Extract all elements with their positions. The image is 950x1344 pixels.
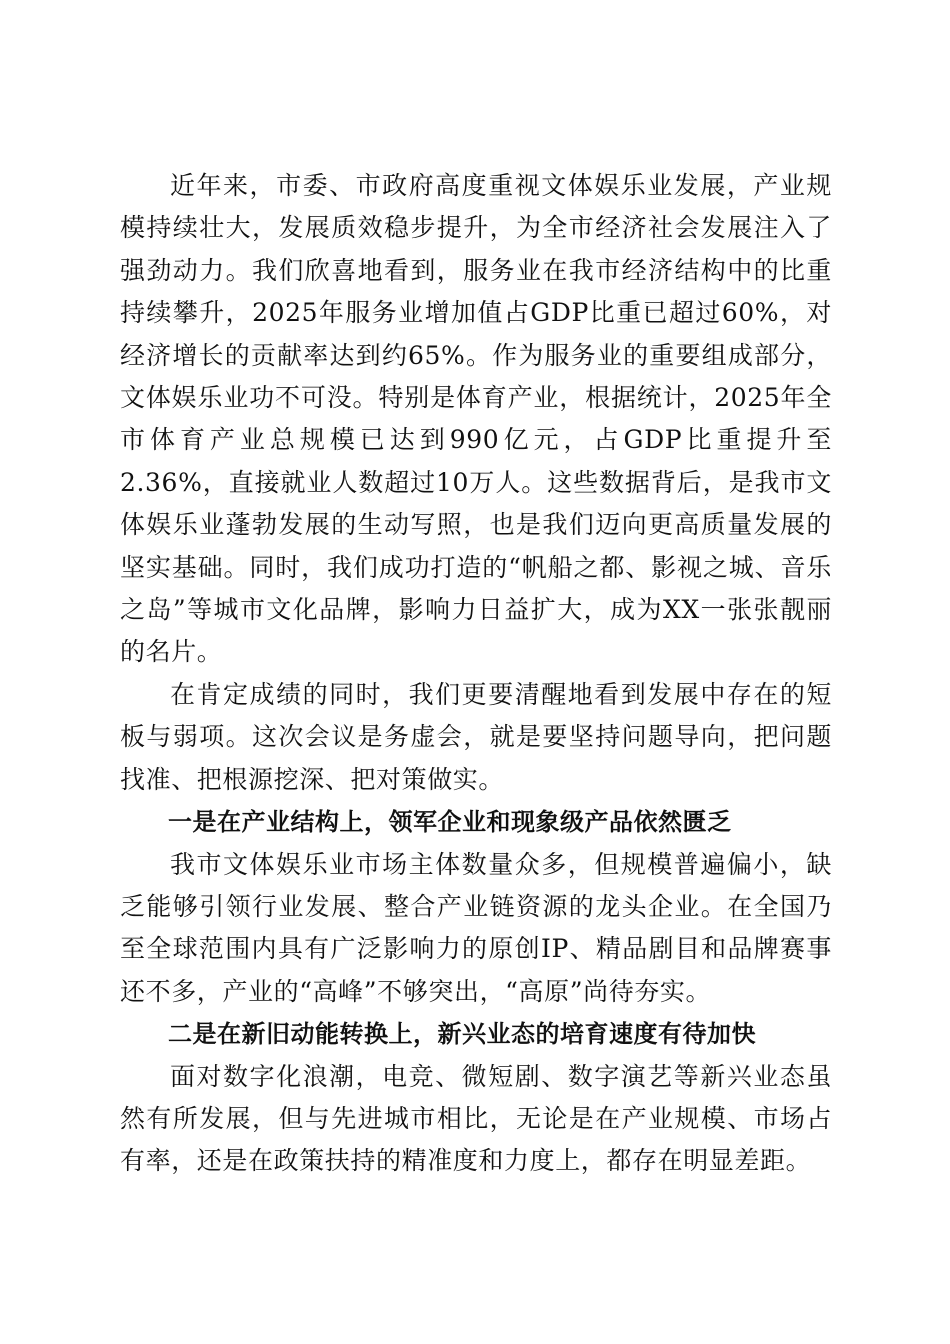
document-page [120,165,832,1183]
paragraph-shortcomings-intro: 在肯定成绩的同时，我们更要清醒地看到发展中存在的短板与弱项。这次会议是务虚会，就是要坚持问题导向，把问题找准、把根源挖深、把对策做实。 [120,679,832,794]
heading-industry-structure: 一是在产业结构上，领军企业和现象级产品依然匮乏 [168,808,732,837]
paragraph-achievements: 近年来，市委、市政府高度重视文体娱乐业发展，产业规模持续壮大，发展质效稳步提升，为全市经济社会发展注入了强劲动力。我们欣喜地看到，服务业在我市经济结构中的比重持续攀升，2025年服务业增加值占GDP比重已超过60%，对经济增长的贡献率达到约65%。作为服务业的重要组成部分，文体娱乐业功不可没。特别是体育产业，根据统计，2025年全市体育产业总规模已达到990亿元，占GDP比重提升至2.36%，直接就业人数超过10万人。这些数据背后，是我市文体娱乐业蓬勃发展的生动写照，也是我们迈向更高质量发展的坚实基础。同时，我们成功打造的“帆船之都、影视之城、音乐之岛”等城市文化品牌，影响力日益扩大，成为XX一张张靓丽的名片。 [120,171,832,667]
paragraph-new-momentum: 面对数字化浪潮，电竞、微短剧、数字演艺等新兴业态虽然有所发展，但与先进城市相比，无论是在产业规模、市场占有率，还是在政策扶持的精准度和力度上，都存在明显差距。 [120,1061,832,1176]
paragraph-industry-structure: 我市文体娱乐业市场主体数量众多，但规模普遍偏小，缺乏能够引领行业发展、整合产业链资源的龙头企业。在全国乃至全球范围内具有广泛影响力的原创IP、精品剧目和品牌赛事还不多，产业的“高峰”不够突出，“高原”尚待夯实。 [120,849,832,1006]
heading-new-momentum: 二是在新旧动能转换上，新兴业态的培育速度有待加快 [168,1020,756,1049]
